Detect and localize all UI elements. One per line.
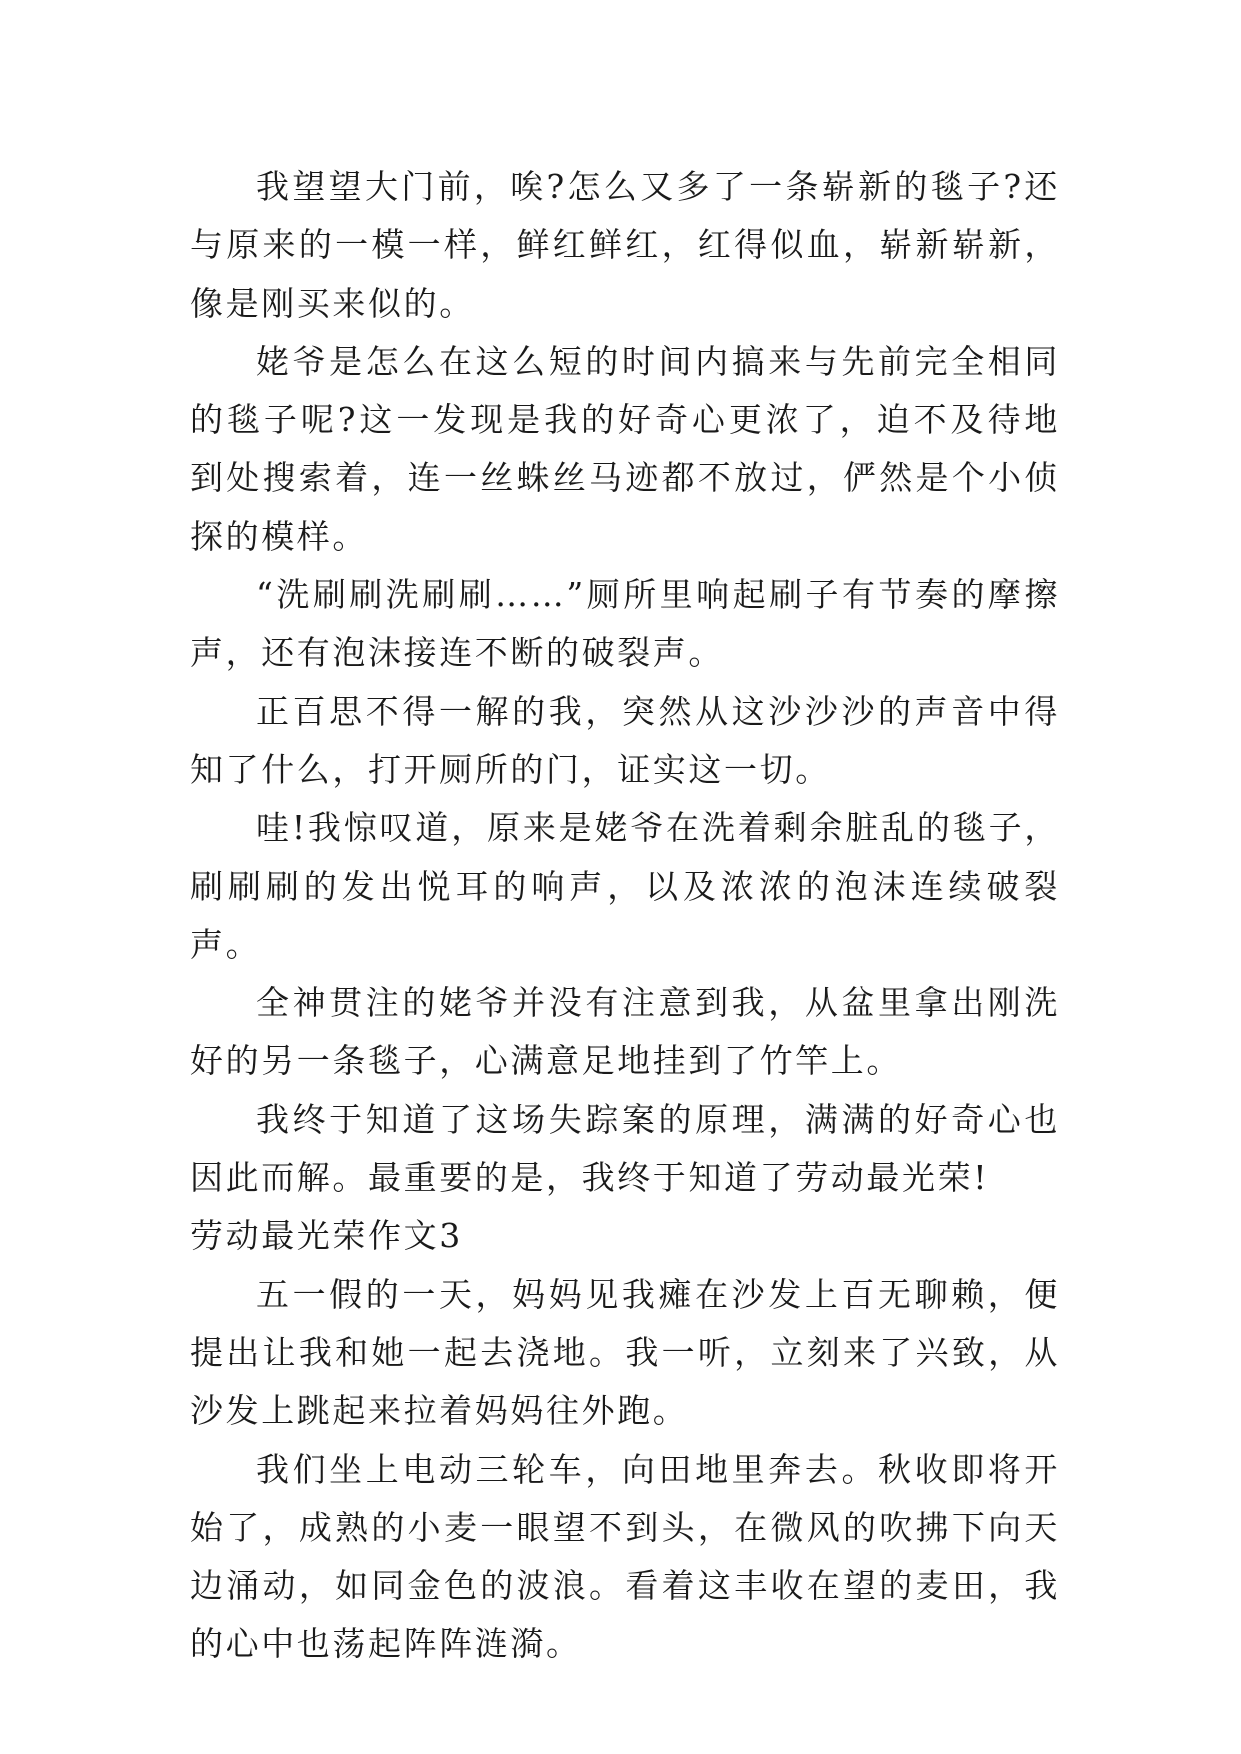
paragraph: 五一假的一天，妈妈见我瘫在沙发上百无聊赖，便提出让我和她一起去浇地。我一听，立刻来了兴致，从沙发上跳起来拉着妈妈往外跑。	[190, 1274, 1060, 1431]
document-body	[190, 158, 1060, 1674]
paragraph: 我们坐上电动三轮车，向田地里奔去。秋收即将开始了，成熟的小麦一眼望不到头，在微风的吹拂下向天边涌动，如同金色的波浪。看着这丰收在望的麦田，我的心中也荡起阵阵涟漪。	[190, 1449, 1060, 1664]
paragraph: 正百思不得一解的我，突然从这沙沙沙的声音中得知了什么，打开厕所的门，证实这一切。	[190, 691, 1060, 789]
paragraph: 全神贯注的姥爷并没有注意到我，从盆里拿出刚洗好的另一条毯子，心满意足地挂到了竹竿上。	[190, 983, 1060, 1081]
paragraph: 我望望大门前，唉?怎么又多了一条崭新的毯子?还与原来的一模一样，鲜红鲜红，红得似血，崭新崭新，像是刚买来似的。	[190, 167, 1060, 323]
section-heading: 劳动最光荣作文3	[190, 1216, 463, 1256]
paragraph: 姥爷是怎么在这么短的时间内搞来与先前完全相同的毯子呢?这一发现是我的好奇心更浓了，迫不及待地到处搜索着，连一丝蛛丝马迹都不放过，俨然是个小侦探的模样。	[190, 341, 1060, 556]
paragraph: 哇!我惊叹道，原来是姥爷在洗着剩余脏乱的毯子，刷刷刷的发出悦耳的响声，以及浓浓的泡沫连续破裂声。	[190, 808, 1060, 964]
paragraph: “洗刷刷洗刷刷……”厕所里响起刷子有节奏的摩擦声，还有泡沫接连不断的破裂声。	[190, 575, 1060, 673]
paragraph: 我终于知道了这场失踪案的原理，满满的好奇心也因此而解。最重要的是，我终于知道了劳动最光荣!	[190, 1099, 1060, 1198]
